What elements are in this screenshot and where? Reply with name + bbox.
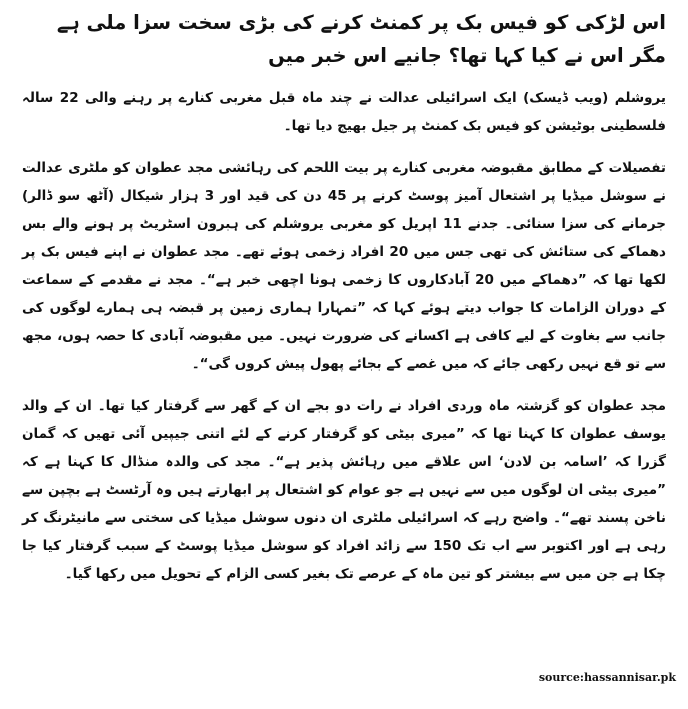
article-paragraph: یروشلم (ویب ڈیسک) ایک اسرائیلی عدالت نے چند ماہ قبل مغربی کنارے پر رہنے والی 22 سالہ فلسطینی بوٹیشن کو فیس بک کمنٹ پر جیل بھیج دیا تھا۔ [22, 90, 666, 134]
source-credit: source:hassannisar.pk [538, 671, 676, 684]
article-headline: اس لڑکی کو فیس بک پر کمنٹ کرنے کی بڑی سخت سزا ملی ہے مگر اس نے کیا کہا تھا؟ جانیے اس خبر میں [56, 11, 666, 67]
article-paragraph: مجد عطوان کو گزشتہ ماہ وردی افراد نے رات دو بجے ان کے گھر سے گرفتار کیا تھا۔ ان کے والد یوسف عطوان کا کہنا تھا کہ ”میری بیٹی کو گرفتار کرنے کے لئے اتنی جیپیں آئی تھیں کہ گمان گزرا کہ ’اسامہ بن لادن‘ اس علاقے میں رہائش پذیر ہے“۔ مجد کی والدہ منڈال کا کہنا ہے کہ ”میری بیٹی ان لوگوں میں سے نہیں ہے جو عوام کو اشتعال پر ابھارتے ہیں وہ آرٹسٹ ہے بچپن سے ناخن پسند تھے“۔ واضح رہے کہ اسرائیلی ملٹری ان دنوں سوشل میڈیا کی سختی سے مانیٹرنگ کر رہی ہے اور اکتوبر سے اب تک 150 سے زائد افراد کو سوشل میڈیا پوسٹ کے سبب گرفتار کیا جا چکا ہے جن میں سے بیشتر کو تین ماہ کے عرصے تک بغیر کسی الزام کے تحویل میں رکھا گیا۔ [22, 398, 666, 582]
article-paragraph: تفصیلات کے مطابق مقبوضہ مغربی کنارے پر بیت اللحم کی رہائشی مجد عطوان کو ملٹری عدالت نے سوشل میڈیا پر اشتعال آمیز پوسٹ کرنے پر 45 دن کی قید اور 3 ہزار شیکال (آٹھ سو ڈالر) جرمانے کی سزا سنائی۔ جدنے 11 اپریل کو مغربی یروشلم کی ہبرون اسٹریٹ پر ہونے والے بس دھماکے کی ستائش کی تھی جس میں 20 افراد زخمی ہوئے تھے۔ مجد عطوان نے اپنے فیس بک پر لکھا تھا کہ ”دھماکے میں 20 آبادکاروں کا زخمی ہونا اچھی خبر ہے“۔ مجد نے مقدمے کے سماعت کے دوران الزامات کا جواب دیتے ہوئے کہا کہ ”تمہارا ہماری زمین پر قبضہ ہی ہمارے لوگوں کی جانب سے بغاوت کے لیے کافی ہے اکسانے کی ضرورت نہیں۔ میں مقبوضہ آبادی کا حصہ ہوں، مجھ سے تو قع نہیں رکھی جائے کہ میں غصے کے بجائے پھول پیش کروں گی“۔ [22, 160, 666, 372]
